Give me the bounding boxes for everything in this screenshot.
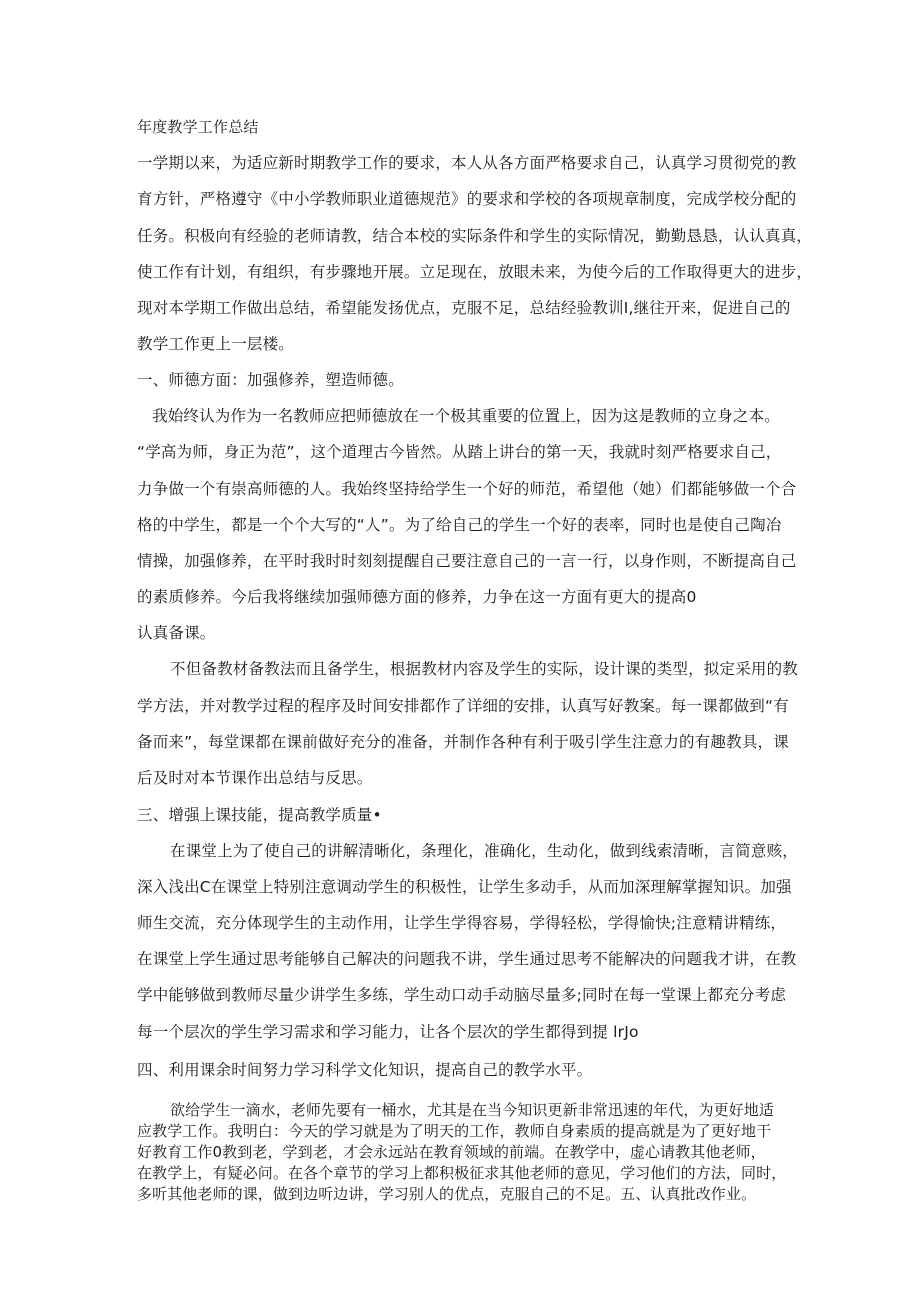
section4-line-2: 应教学工作。我明白：今天的学习就是为了明天的工作，教师自身素质的提高就是为了更好地干 bbox=[137, 1122, 772, 1140]
section1-line-1: 我始终认为作为一名教师应把师德放在一个极其重要的位置上，因为这是教师的立身之本。 bbox=[152, 407, 781, 425]
section3-line-2: 深入浅出C在课堂上特别注意调动学生的积极性，让学生多动手，从而加深理解掌握知识。加强 bbox=[137, 878, 792, 896]
section4-line-3: 好教育工作0教到老，学到老，才会永远站在教育领域的前端。在教学中，虚心请教其他老师， bbox=[137, 1143, 766, 1161]
section2-line-3: 备而来”，每堂课都在课前做好充分的准备，并制作各种有利于吸引学生注意力的有趣教具，课 bbox=[137, 733, 789, 751]
intro-line-4: 使工作有计划，有组织，有步骤地开展。立足现在，放眼未来，为使今后的工作取得更大的进步， bbox=[137, 263, 813, 281]
section-heading-4: 四、利用课余时间努力学习科学文化知识，提高自己的教学水平。 bbox=[137, 1061, 593, 1079]
section-heading-2: 认真备课。 bbox=[137, 624, 216, 642]
section2-line-1: 不但备教材备教法而且备学生，根据教材内容及学生的实际，设计课的类型，拟定采用的教 bbox=[170, 660, 799, 678]
intro-line-6: 教学工作更上一层楼。 bbox=[137, 335, 295, 353]
section1-line-6: 的素质修养。今后我将继续加强师德方面的修养，力争在这一方面有更大的提高0 bbox=[137, 588, 697, 606]
section1-line-3: 力争做一个有崇高师德的人。我始终坚持给学生一个好的师范，希望他（她）们都能够做一个合 bbox=[137, 480, 797, 498]
section3-line-5: 学中能够做到教师尽量少讲学生多练，学生动口动手动脑尽量多;同时在每一堂课上都充分考虑 bbox=[137, 986, 787, 1004]
section-heading-1: 一、师德方面：加强修养，塑造师德。 bbox=[137, 371, 404, 389]
section2-line-2: 学方法，并对教学过程的程序及时间安排都作了详细的安排，认真写好教案。每一课都做到“有 bbox=[137, 697, 789, 715]
intro-line-1: 一学期以来，为适应新时期教学工作的要求，本人从各方面严格要求自己，认真学习贯彻党的教 bbox=[137, 154, 797, 172]
section3-line-1: 在课堂上为了使自己的讲解清晰化，条理化，准确化，生动化，做到线索清晰，言简意赅， bbox=[170, 842, 799, 860]
section3-line-3: 师生交流，充分体现学生的主动作用，让学生学得容易，学得轻松，学得愉快;注意精讲精练， bbox=[137, 914, 787, 932]
section4-line-1: 欲给学生一滴水，老师先要有一桶水，尤其是在当今知识更新非常迅速的年代，为更好地适 bbox=[170, 1101, 775, 1119]
intro-line-2: 育方针，严格遵守《中小学教师职业道德规范》的要求和学校的各项规章制度，完成学校分配的 bbox=[137, 190, 797, 208]
section3-line-4: 在课堂上学生通过思考能够自己解决的问题我不讲，学生通过思考不能解决的问题我才讲，在教 bbox=[137, 950, 797, 968]
intro-line-3: 任务。积极向有经验的老师请教，结合本校的实际条件和学生的实际情况，勤勤恳恳，认认真真， bbox=[137, 227, 813, 245]
section1-line-5: 情操，加强修养，在平时我时时刻刻提醒自己要注意自己的一言一行，以身作则，不断提高自己 bbox=[137, 552, 797, 570]
document-title: 年度教学工作总结 bbox=[137, 118, 259, 136]
section1-line-4: 格的中学生，都是一个个大写的“人”。为了给自己的学生一个好的表率，同时也是使自己陶冶 bbox=[137, 516, 782, 534]
section4-line-4: 在教学上，有疑必问。在各个章节的学习上都积极征求其他老师的意见，学习他们的方法，同时， bbox=[137, 1164, 787, 1182]
section2-line-4: 后及时对本节课作出总结与反思。 bbox=[137, 769, 373, 787]
section1-line-2: “学高为师，身正为范”，这个道理古今皆然。从踏上讲台的第一天，我就时刻严格要求自己， bbox=[137, 443, 782, 461]
intro-line-5: 现对本学期工作做出总结，希望能发扬优点，克服不足，总结经验教训I,继往开来，促进自己的 bbox=[137, 299, 791, 317]
section3-line-6: 每一个层次的学生学习需求和学习能力，让各个层次的学生都得到提 lrJo bbox=[137, 1023, 639, 1041]
section-heading-3: 三、增强上课技能，提高教学质量• bbox=[137, 806, 382, 824]
section4-line-5: 多听其他老师的课，做到边听边讲，学习别人的优点，克服自己的不足。五、认真批改作业。 bbox=[137, 1185, 757, 1203]
